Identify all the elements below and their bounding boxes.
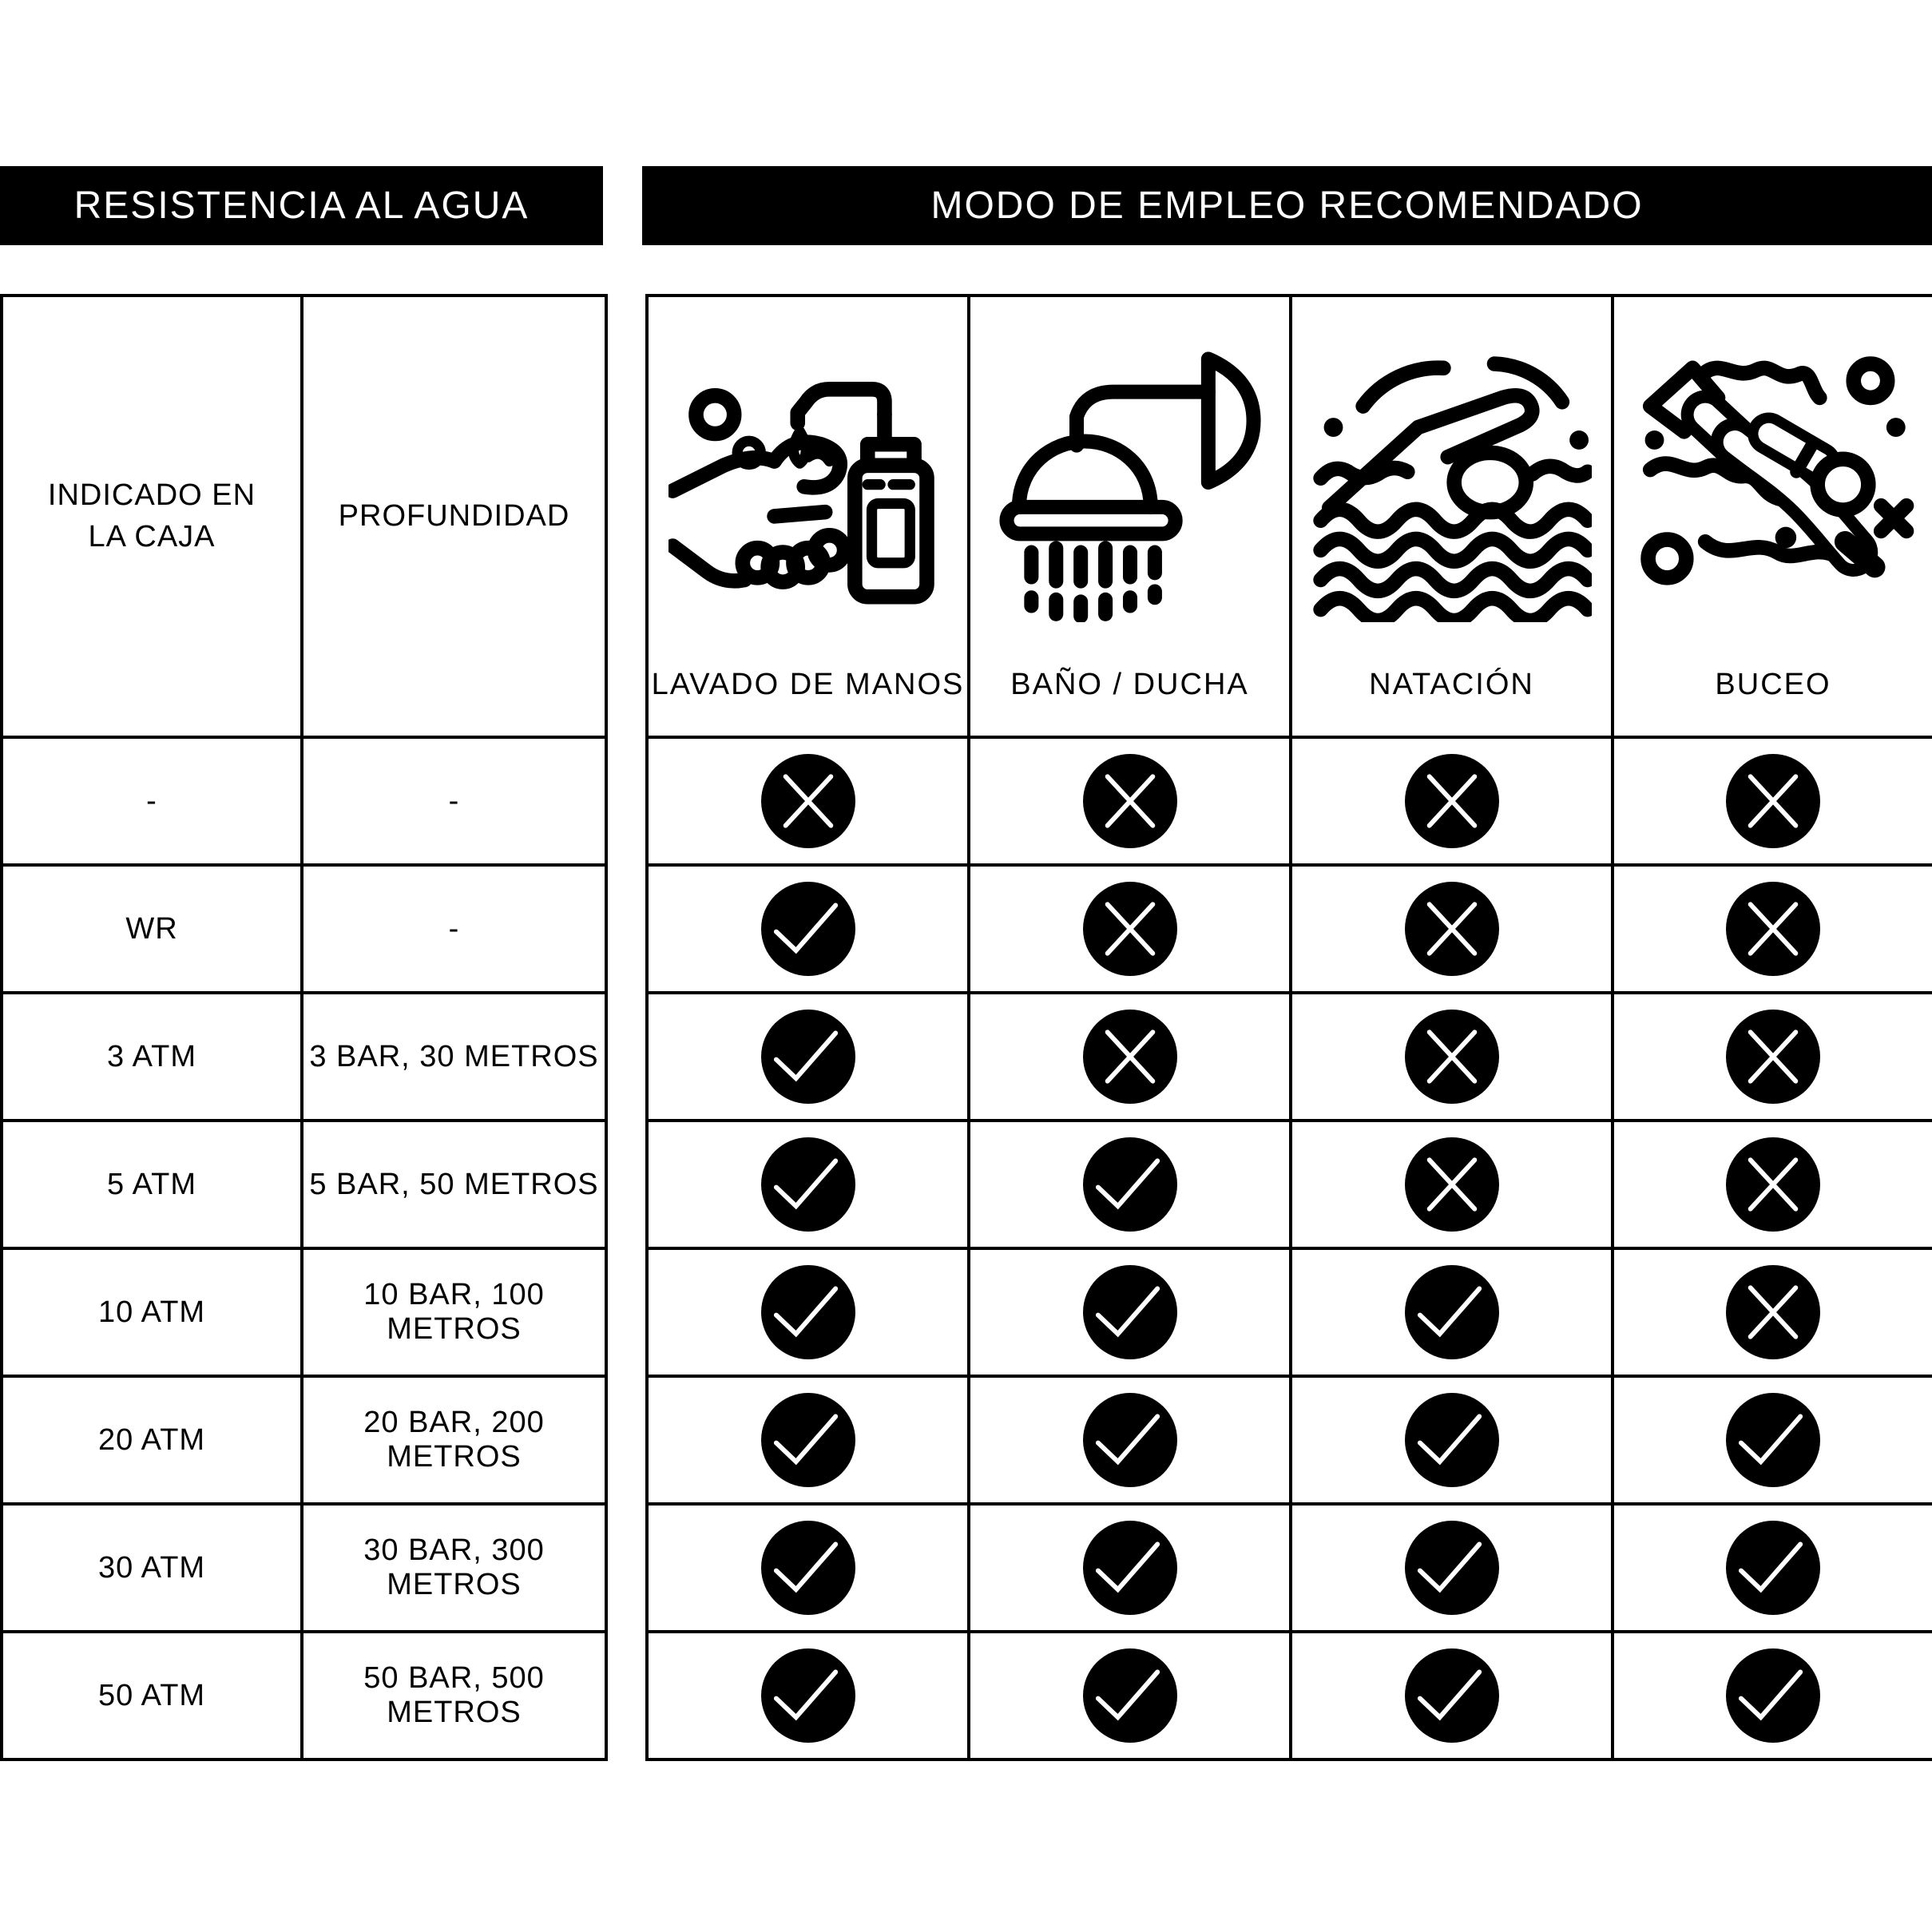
usage-col-header-handwash xyxy=(647,296,969,737)
mark-circle xyxy=(1405,1010,1499,1104)
depth-cell: 3 BAR, 30 METROS xyxy=(302,993,606,1121)
handwash-icon xyxy=(668,343,948,622)
table-row xyxy=(647,1121,1932,1248)
mark-cell xyxy=(1291,1248,1613,1376)
mark-circle xyxy=(1726,1521,1820,1615)
table-row xyxy=(647,1248,1932,1376)
mark-cell xyxy=(647,1248,969,1376)
mark-circle xyxy=(1726,882,1820,976)
mark-cell xyxy=(1613,1376,1932,1504)
mark-circle xyxy=(1083,1265,1177,1359)
mark-circle xyxy=(761,754,855,848)
mark-cell xyxy=(1291,1376,1613,1504)
mark-circle xyxy=(1083,1648,1177,1743)
mark-circle xyxy=(1083,1521,1177,1615)
mark-circle xyxy=(1083,882,1177,976)
table-row xyxy=(2,737,606,865)
mark-cell xyxy=(969,1632,1291,1759)
atm-cell: 10 ATM xyxy=(2,1248,302,1376)
mark-cell xyxy=(1291,737,1613,865)
usage-col-label: BAÑO / DUCHA xyxy=(1010,668,1249,701)
mark-circle xyxy=(1405,882,1499,976)
table-row xyxy=(2,1121,606,1248)
mark-circle xyxy=(1083,1393,1177,1487)
atm-cell: 5 ATM xyxy=(2,1121,302,1248)
col-header-indicated: INDICADO EN LA CAJA xyxy=(2,296,302,737)
usage-col-label: LAVADO DE MANOS xyxy=(651,668,965,701)
mark-cell xyxy=(1613,1121,1932,1248)
mark-cell xyxy=(647,865,969,993)
mark-cell xyxy=(647,1504,969,1632)
mark-cell xyxy=(969,1376,1291,1504)
mark-circle xyxy=(1726,1137,1820,1232)
table-row xyxy=(647,1504,1932,1632)
depth-cell: 5 BAR, 50 METROS xyxy=(302,1121,606,1248)
mark-cell xyxy=(1613,865,1932,993)
mark-circle xyxy=(761,1010,855,1104)
table-row xyxy=(647,865,1932,993)
right-panel-title: MODO DE EMPLEO RECOMENDADO xyxy=(930,184,1644,227)
usage-header-row xyxy=(647,296,1932,737)
mark-cell xyxy=(969,1248,1291,1376)
mark-cell xyxy=(1291,865,1613,993)
atm-cell: - xyxy=(2,737,302,865)
atm-cell: 20 ATM xyxy=(2,1376,302,1504)
mark-cell xyxy=(1613,1632,1932,1759)
mark-circle xyxy=(761,1521,855,1615)
depth-cell: - xyxy=(302,737,606,865)
mark-cell xyxy=(1613,1504,1932,1632)
usage-col-header-shower xyxy=(969,296,1291,737)
depth-cell: 50 BAR, 500 METROS xyxy=(302,1632,606,1759)
left-header-bar xyxy=(0,166,603,245)
col-header-depth: PROFUNDIDAD xyxy=(302,296,606,737)
depth-cell: - xyxy=(302,865,606,993)
table-row xyxy=(2,993,606,1121)
mark-circle xyxy=(1405,1265,1499,1359)
mark-cell xyxy=(1291,1632,1613,1759)
mark-circle xyxy=(1083,754,1177,848)
mark-circle xyxy=(761,1393,855,1487)
water-resistance-table xyxy=(0,294,608,1761)
atm-cell: WR xyxy=(2,865,302,993)
table-row xyxy=(2,865,606,993)
mark-cell xyxy=(647,993,969,1121)
right-header-bar xyxy=(642,166,1932,245)
atm-cell: 50 ATM xyxy=(2,1632,302,1759)
mark-circle xyxy=(1405,1648,1499,1743)
usage-table xyxy=(645,294,1932,1761)
swimming-icon xyxy=(1312,343,1592,622)
mark-cell xyxy=(647,1632,969,1759)
mark-circle xyxy=(1726,1648,1820,1743)
mark-circle xyxy=(1726,1393,1820,1487)
table-row xyxy=(2,1504,606,1632)
table-row xyxy=(2,1376,606,1504)
mark-cell xyxy=(1291,993,1613,1121)
mark-circle xyxy=(1405,1137,1499,1232)
mark-circle xyxy=(1405,1521,1499,1615)
mark-circle xyxy=(1726,1010,1820,1104)
table-row xyxy=(647,1632,1932,1759)
mark-cell xyxy=(969,1504,1291,1632)
wr-header-row xyxy=(2,296,606,737)
mark-cell xyxy=(969,865,1291,993)
usage-col-header-diving xyxy=(1613,296,1932,737)
mark-circle xyxy=(1405,1393,1499,1487)
mark-cell xyxy=(969,1121,1291,1248)
table-row xyxy=(647,993,1932,1121)
mark-cell xyxy=(1291,1504,1613,1632)
mark-circle xyxy=(1726,1265,1820,1359)
mark-cell xyxy=(647,1376,969,1504)
mark-cell xyxy=(1613,737,1932,865)
table-row xyxy=(647,1376,1932,1504)
table-row xyxy=(2,1248,606,1376)
mark-circle xyxy=(1083,1137,1177,1232)
mark-circle xyxy=(1083,1010,1177,1104)
shower-icon xyxy=(994,343,1266,622)
table-row xyxy=(2,1632,606,1759)
mark-circle xyxy=(1726,754,1820,848)
mark-cell xyxy=(1613,1248,1932,1376)
atm-cell: 30 ATM xyxy=(2,1504,302,1632)
diving-icon xyxy=(1625,343,1921,622)
table-row xyxy=(647,737,1932,865)
mark-cell xyxy=(1291,1121,1613,1248)
mark-cell xyxy=(969,737,1291,865)
usage-col-label: BUCEO xyxy=(1715,668,1831,701)
depth-cell: 30 BAR, 300 METROS xyxy=(302,1504,606,1632)
mark-cell xyxy=(1613,993,1932,1121)
mark-cell xyxy=(647,737,969,865)
mark-circle xyxy=(761,882,855,976)
atm-cell: 3 ATM xyxy=(2,993,302,1121)
usage-col-header-swimming xyxy=(1291,296,1613,737)
mark-circle xyxy=(1405,754,1499,848)
usage-col-label: NATACIÓN xyxy=(1369,668,1534,701)
depth-cell: 20 BAR, 200 METROS xyxy=(302,1376,606,1504)
mark-cell xyxy=(969,993,1291,1121)
mark-circle xyxy=(761,1265,855,1359)
mark-cell xyxy=(647,1121,969,1248)
mark-circle xyxy=(761,1648,855,1743)
left-panel-title: RESISTENCIA AL AGUA xyxy=(73,184,530,227)
mark-circle xyxy=(761,1137,855,1232)
depth-cell: 10 BAR, 100 METROS xyxy=(302,1248,606,1376)
